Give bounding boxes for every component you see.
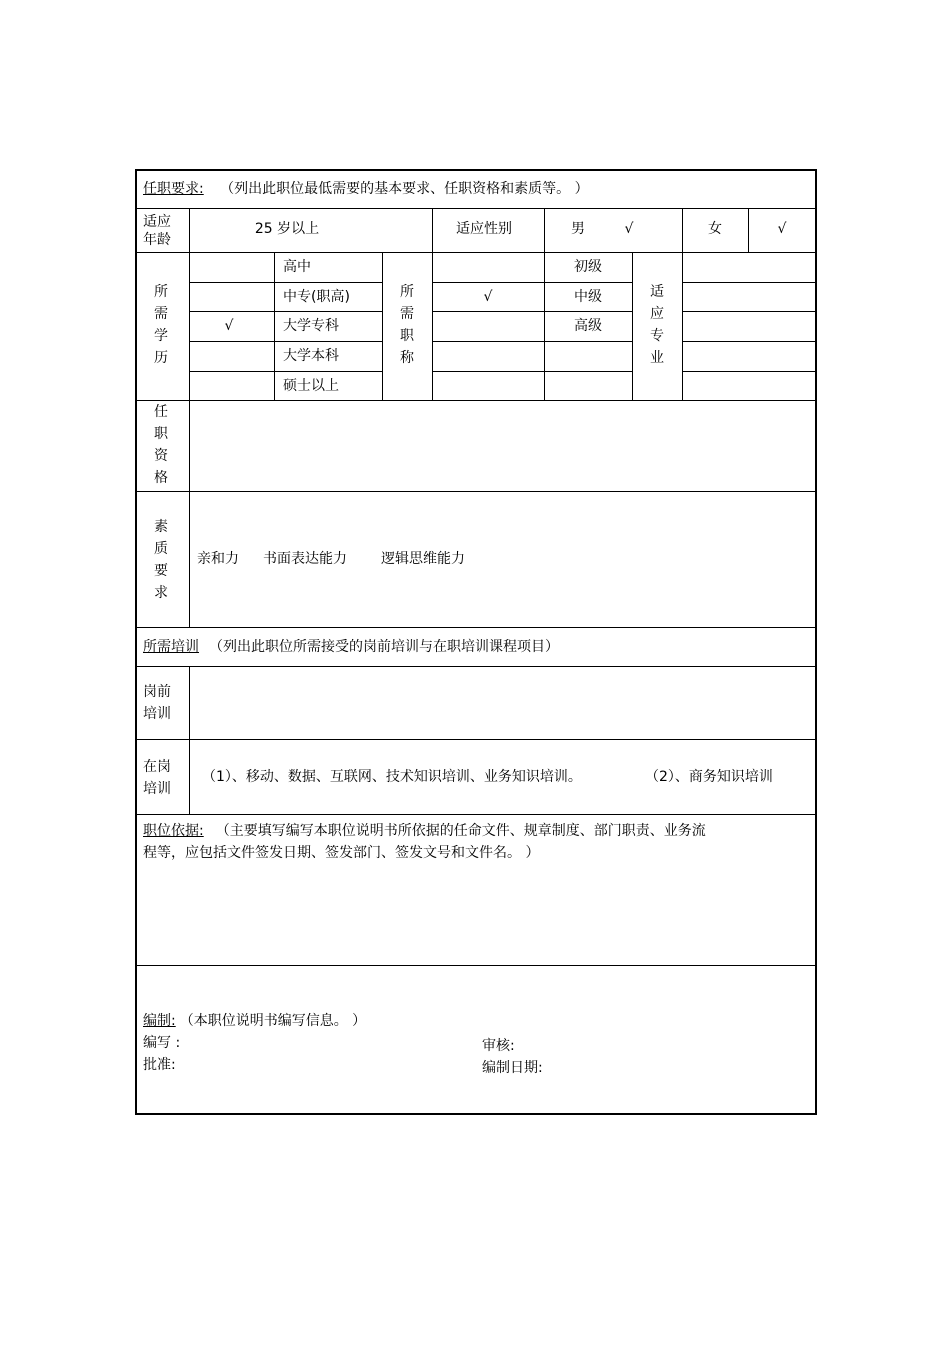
row-divider: [682, 371, 817, 372]
column-divider: [382, 252, 383, 400]
title-req-label-char: 所: [400, 284, 414, 300]
education-label-char: 需: [154, 306, 168, 322]
column-divider: [544, 208, 545, 400]
pre-job-label-line1: 岗前: [143, 684, 171, 700]
quality-label-char: 求: [154, 585, 168, 601]
education-level-vocational: 中专(职高): [283, 289, 350, 305]
basis-note-line1: （主要填写编写本职位说明书所依据的任命文件、规章制度、部门职责、业务流: [215, 823, 706, 839]
writer-label: 编写 :: [143, 1035, 181, 1051]
quality-label: [151, 516, 171, 604]
qualification-label: [151, 401, 171, 489]
title-level-junior: 初级: [574, 259, 602, 275]
row-divider: [682, 282, 817, 283]
title-level-senior: 高级: [574, 318, 602, 334]
column-divider: [632, 252, 633, 400]
training-header: [143, 639, 559, 655]
quality-label-char: 质: [154, 541, 168, 557]
gender-male: 男: [571, 221, 585, 237]
prep-title: 编制:: [143, 1013, 176, 1029]
row-divider: [137, 491, 817, 492]
education-level-bachelor: 大学本科: [283, 348, 339, 364]
gender-label: 适应性别: [456, 221, 512, 237]
education-label-char: 所: [154, 284, 168, 300]
quality-item: 亲和力: [197, 551, 239, 567]
title-level-middle: 中级: [574, 289, 602, 305]
quality-label-char: 要: [154, 563, 168, 579]
requirements-header: [143, 181, 589, 197]
on-job-label-line2: 培训: [143, 781, 171, 797]
on-job-label: [143, 756, 171, 800]
education-label-char: 学: [154, 328, 168, 344]
education-check-mark: √: [224, 318, 234, 334]
major-label: [647, 281, 667, 369]
age-value: 25 岁以上: [254, 221, 320, 237]
gender-female: 女: [708, 221, 722, 237]
quality-item: 书面表达能力: [263, 551, 347, 567]
on-job-item-1: （1）、移动、数据、互联网、技术知识培训、业务知识培训。: [202, 769, 582, 785]
row-divider: [137, 739, 817, 740]
major-label-char: 适: [650, 284, 664, 300]
title-req-label-char: 需: [400, 306, 414, 322]
major-label-char: 业: [650, 350, 664, 366]
row-divider: [137, 965, 817, 966]
row-divider: [682, 341, 817, 342]
qualification-label-char: 资: [154, 448, 168, 464]
title-req-label-char: 职: [400, 328, 414, 344]
date-label: 编制日期:: [482, 1060, 543, 1076]
pre-job-label-line2: 培训: [143, 706, 171, 722]
job-description-form: [135, 169, 817, 1115]
qualification-label-char: 职: [154, 426, 168, 442]
basis-note-line2: 程等，应包括文件签发日期、签发部门、签发文号和文件名。 ）: [143, 845, 540, 861]
row-divider: [137, 814, 817, 815]
pre-job-label: [143, 681, 171, 725]
qualification-label-char: 格: [154, 470, 168, 486]
basis-header: [143, 820, 706, 864]
row-divider: [137, 627, 817, 628]
row-divider: [682, 311, 817, 312]
education-level-master: 硕士以上: [283, 378, 339, 394]
row-divider: [432, 282, 632, 283]
row-divider: [432, 311, 632, 312]
prep-header: [143, 1013, 366, 1029]
row-divider: [137, 208, 817, 209]
quality-label-char: 素: [154, 519, 168, 535]
approver-label: 批准:: [143, 1057, 176, 1073]
gender-female-mark: √: [777, 221, 787, 237]
basis-title: 职位依据:: [143, 823, 204, 839]
age-label-line2: 年龄: [143, 232, 171, 248]
gender-male-mark: √: [624, 221, 634, 237]
age-label: [143, 213, 171, 249]
row-divider: [432, 341, 632, 342]
education-level-high-school: 高中: [283, 259, 311, 275]
row-divider: [189, 282, 382, 283]
age-label-line1: 适应: [143, 214, 171, 230]
column-divider: [274, 252, 275, 400]
title-req-label-char: 称: [400, 350, 414, 366]
qualification-label-char: 任: [154, 404, 168, 420]
requirements-title: 任职要求:: [143, 181, 204, 197]
title-req-label: [397, 281, 417, 369]
requirements-note: （列出此职位最低需要的基本要求、任职资格和素质等。 ）: [220, 181, 589, 197]
row-divider: [137, 252, 817, 253]
row-divider: [189, 311, 382, 312]
education-label-char: 历: [154, 350, 168, 366]
reviewer-label: 审核:: [482, 1038, 515, 1054]
title-check-mark: √: [483, 289, 493, 305]
quality-item: 逻辑思维能力: [381, 551, 465, 567]
row-divider: [189, 371, 382, 372]
education-level-college: 大学专科: [283, 318, 339, 334]
column-divider: [189, 208, 190, 491]
column-divider: [432, 208, 433, 400]
major-label-char: 应: [650, 306, 664, 322]
row-divider: [137, 666, 817, 667]
on-job-item-2: （2）、商务知识培训: [645, 769, 773, 785]
column-divider: [189, 491, 190, 627]
education-label: [151, 281, 171, 369]
row-divider: [137, 400, 817, 401]
prep-note: （本职位说明书编写信息。 ）: [179, 1013, 367, 1029]
column-divider: [748, 208, 749, 252]
training-note: （列出此职位所需接受的岗前培训与在职培训课程项目）: [209, 639, 559, 655]
major-label-char: 专: [650, 328, 664, 344]
column-divider: [189, 666, 190, 814]
column-divider: [682, 208, 683, 400]
row-divider: [432, 371, 632, 372]
row-divider: [189, 341, 382, 342]
on-job-label-line1: 在岗: [143, 759, 171, 775]
training-title: 所需培训: [143, 639, 199, 655]
